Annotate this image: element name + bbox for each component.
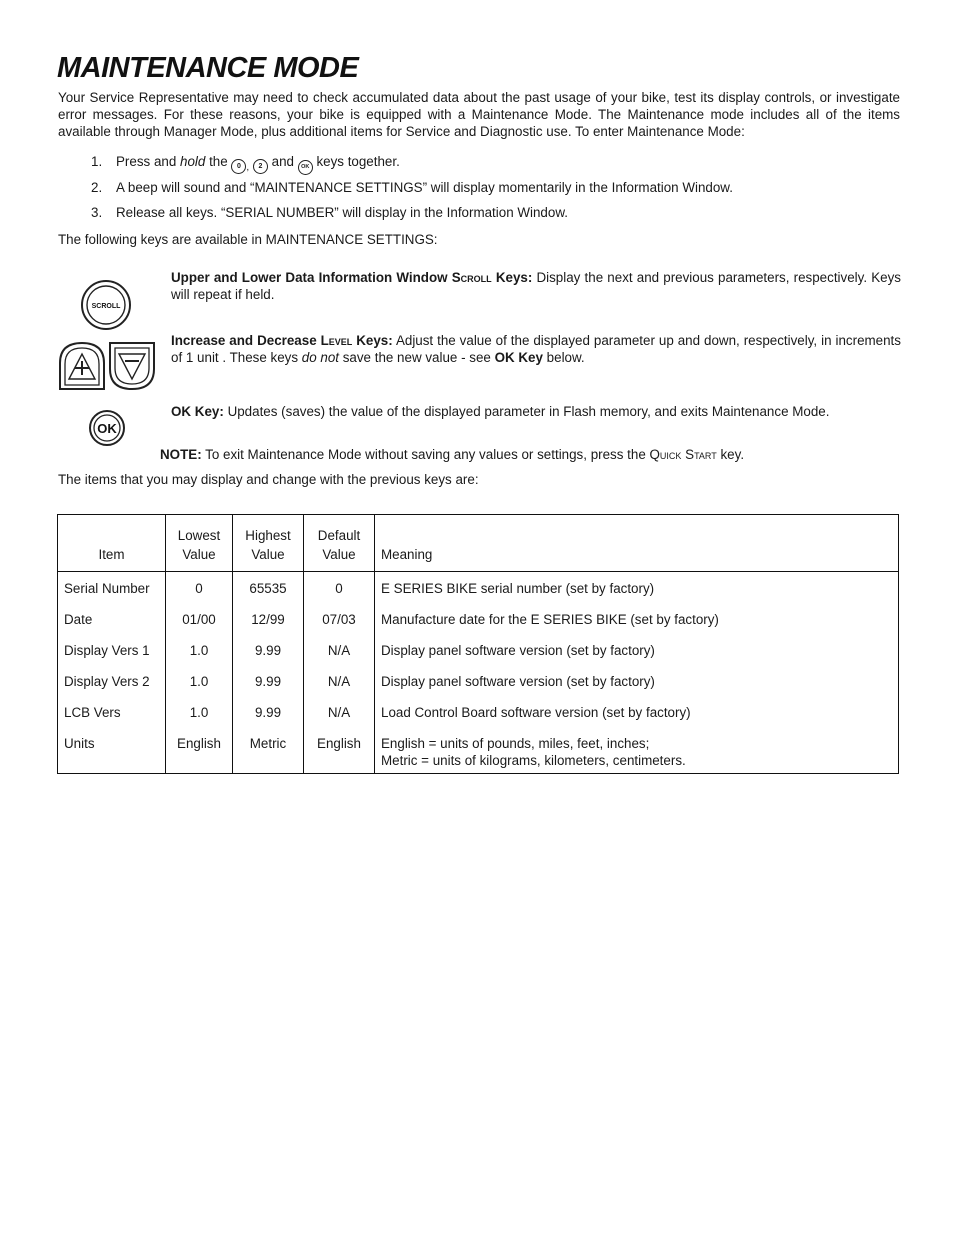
table-row: [58, 730, 899, 774]
cell-lowest: English: [166, 730, 233, 774]
cell-highest: 9.99: [233, 699, 304, 730]
table-header-row: [58, 515, 899, 572]
cell-meaning: E SERIES BIKE serial number (set by factory): [375, 572, 899, 607]
cell-item: Display Vers 1: [58, 637, 166, 668]
cell-meaning: Display panel software version (set by factory): [375, 637, 899, 668]
ok-key-label: OK: [97, 421, 117, 436]
two-key-icon: 2: [253, 159, 268, 174]
table-row: [58, 699, 899, 730]
ok-key-icon: [88, 409, 126, 452]
level-keys-icon: [58, 341, 158, 396]
cell-highest: 9.99: [233, 668, 304, 699]
cell-lowest: 0: [166, 572, 233, 607]
table-row: [58, 572, 899, 607]
table-row: [58, 606, 899, 637]
cell-highest: 65535: [233, 572, 304, 607]
level-keys-description: Increase and Decrease Level Keys: Adjust the value of the displayed parameter up and down, respectively, in increments of 1 unit . These keys do not save the new value - see OK Key below.: [171, 333, 901, 365]
table-row: [58, 668, 899, 699]
table-row: [58, 637, 899, 668]
cell-highest: 12/99: [233, 606, 304, 637]
column-header-item: Item: [58, 515, 166, 572]
cell-item: Display Vers 2: [58, 668, 166, 699]
cell-default: 07/03: [304, 606, 375, 637]
entry-steps: [91, 153, 891, 230]
cell-lowest: 1.0: [166, 699, 233, 730]
items-intro: The items that you may display and change with the previous keys are:: [58, 472, 479, 487]
page-title: MAINTENANCE MODE: [57, 52, 359, 84]
ok-key-description: OK Key: Updates (saves) the value of the displayed parameter in Flash memory, and exits Maintenance Mode.: [171, 404, 830, 419]
intro-paragraph: Your Service Representative may need to check accumulated data about the past usage of your bike, test its display controls, or investigate error messages. For these reasons, your bike is equipped with a Maintenance Mode. The Maintenance mode includes all of the items available through Manager Mode, plus additional items for Service and Diagnostic use. To enter Maintenance Mode:: [58, 90, 900, 139]
cell-meaning: English = units of pounds, miles, feet, inches; Metric = units of kilograms, kilometers, centimeters.: [375, 730, 899, 774]
ok-small-key-icon: OK: [298, 160, 313, 175]
cell-item: Date: [58, 606, 166, 637]
cell-default: N/A: [304, 699, 375, 730]
cell-lowest: 01/00: [166, 606, 233, 637]
cell-highest: 9.99: [233, 637, 304, 668]
column-header-default: Default Value: [304, 515, 375, 572]
cell-lowest: 1.0: [166, 637, 233, 668]
column-header-meaning: Meaning: [375, 515, 899, 572]
step-number: 3.: [91, 205, 103, 220]
cell-default: 0: [304, 572, 375, 607]
cell-item: Serial Number: [58, 572, 166, 607]
cell-lowest: 1.0: [166, 668, 233, 699]
cell-default: English: [304, 730, 375, 774]
cell-default: N/A: [304, 637, 375, 668]
step-text: Press and hold the 0 $_,$ 2 and OK keys together.: [116, 154, 400, 173]
column-header-highest: Highest Value: [233, 515, 304, 572]
cell-meaning: Display panel software version (set by factory): [375, 668, 899, 699]
keys-intro: The following keys are available in MAINTENANCE SETTINGS:: [58, 232, 438, 247]
exit-note: NOTE: To exit Maintenance Mode without saving any values or settings, press the Quick Start key.: [160, 447, 745, 462]
cell-meaning: Manufacture date for the E SERIES BIKE (set by factory): [375, 606, 899, 637]
list-item: [91, 204, 891, 230]
cell-highest: Metric: [233, 730, 304, 774]
cell-meaning: Load Control Board software version (set by factory): [375, 699, 899, 730]
cell-item: LCB Vers: [58, 699, 166, 730]
scroll-keys-description: Upper and Lower Data Information Window Scroll Keys: Display the next and previous parameters, respectively. Keys will repeat if held.: [171, 270, 901, 302]
step-number: 1.: [91, 154, 103, 169]
maintenance-items-table: [57, 514, 899, 774]
scroll-key-label: SCROLL: [91, 303, 121, 310]
step-text: Release all keys. “SERIAL NUMBER” will display in the Information Window.: [116, 205, 568, 220]
step-text: A beep will sound and “MAINTENANCE SETTINGS” will display momentarily in the Information Window.: [116, 179, 733, 195]
list-item: [91, 153, 891, 179]
list-item: [91, 179, 891, 205]
cell-default: N/A: [304, 668, 375, 699]
scroll-key-icon: [80, 279, 132, 336]
step-number: 2.: [91, 179, 103, 195]
cell-item: Units: [58, 730, 166, 774]
zero-key-icon: 0: [231, 159, 246, 174]
column-header-lowest: Lowest Value: [166, 515, 233, 572]
